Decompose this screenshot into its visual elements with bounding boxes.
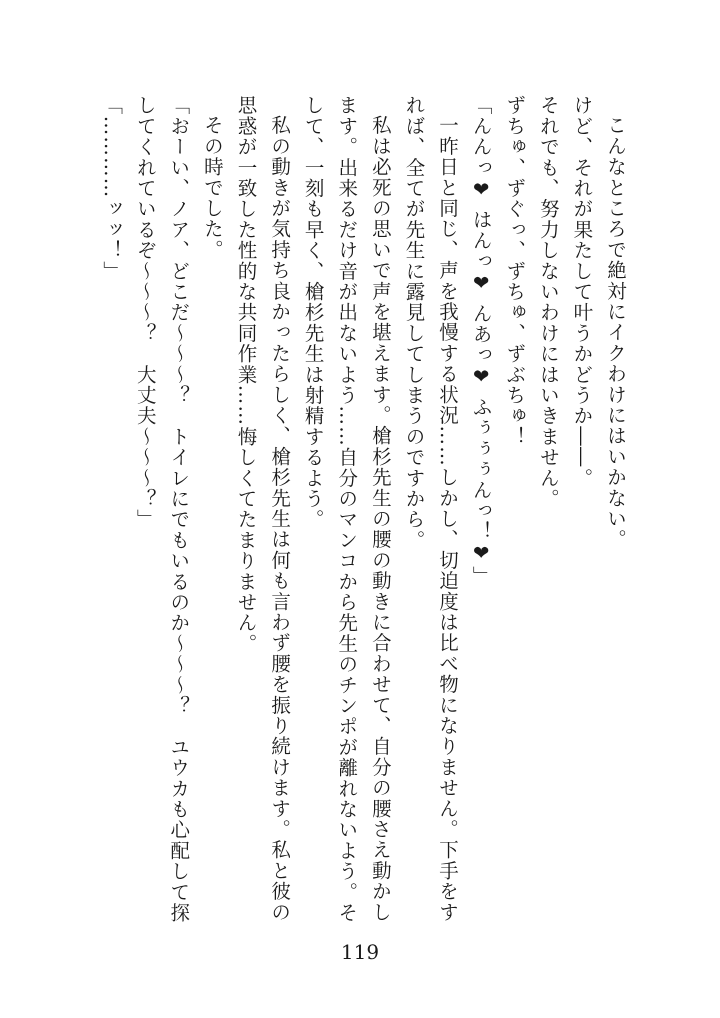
- text-line: けど、それが果たして叶うかどうか――。: [570, 95, 594, 489]
- page-number: 119: [340, 940, 380, 964]
- vertical-body-text: [95, 95, 633, 935]
- text-line: 私は必死の思いで声を堪えます。槍杉先生の腰の動きに合わせて、自分の腰さえ動かし: [368, 114, 392, 922]
- text-line: ます。出来るだけ音が出ないよう……自分のマンコから先生のチンポが離れないよう。そ: [335, 95, 359, 923]
- text-line: してくれているぞ〜〜〜？ 大丈夫〜〜〜？」: [133, 95, 157, 530]
- text-line: 「おーい、ノア、どこだ〜〜〜？ トイレにでもいるのか〜〜〜？ ユウカも心配して探: [167, 95, 191, 923]
- text-line: こんなところで絶対にイクわけにはいかない。: [604, 114, 627, 550]
- text-line: 一昨日と同じ、声を我慢する状況……しかし、切迫度は比べ物になりません。下手をす: [436, 114, 460, 922]
- text-line: それでも、努力しないわけにはいきません。: [536, 95, 560, 509]
- text-line: 思惑が一致した性的な共同作業……悔しくてたまりません。: [234, 95, 258, 654]
- text-line: れば、全てが先生に露見してしまうのですから。: [402, 95, 426, 551]
- text-line: ずちゅ、ずぐっ、ずちゅ、ずぶちゅ！: [503, 95, 527, 447]
- text-line: その時でした。: [200, 114, 224, 260]
- text-line: 私の動きが気持ち良かったらしく、槍杉先生は何も言わず腰を振り続けます。私と彼の: [268, 114, 292, 922]
- text-line: して、一刻も早く、槍杉先生は射精するよう。: [301, 95, 325, 530]
- text-line: 「んんっ❤ はんっ❤ んあっ❤ ふぅぅぅんっ！❤」: [469, 95, 493, 587]
- text-line: 「…………ッッ！」: [100, 95, 124, 282]
